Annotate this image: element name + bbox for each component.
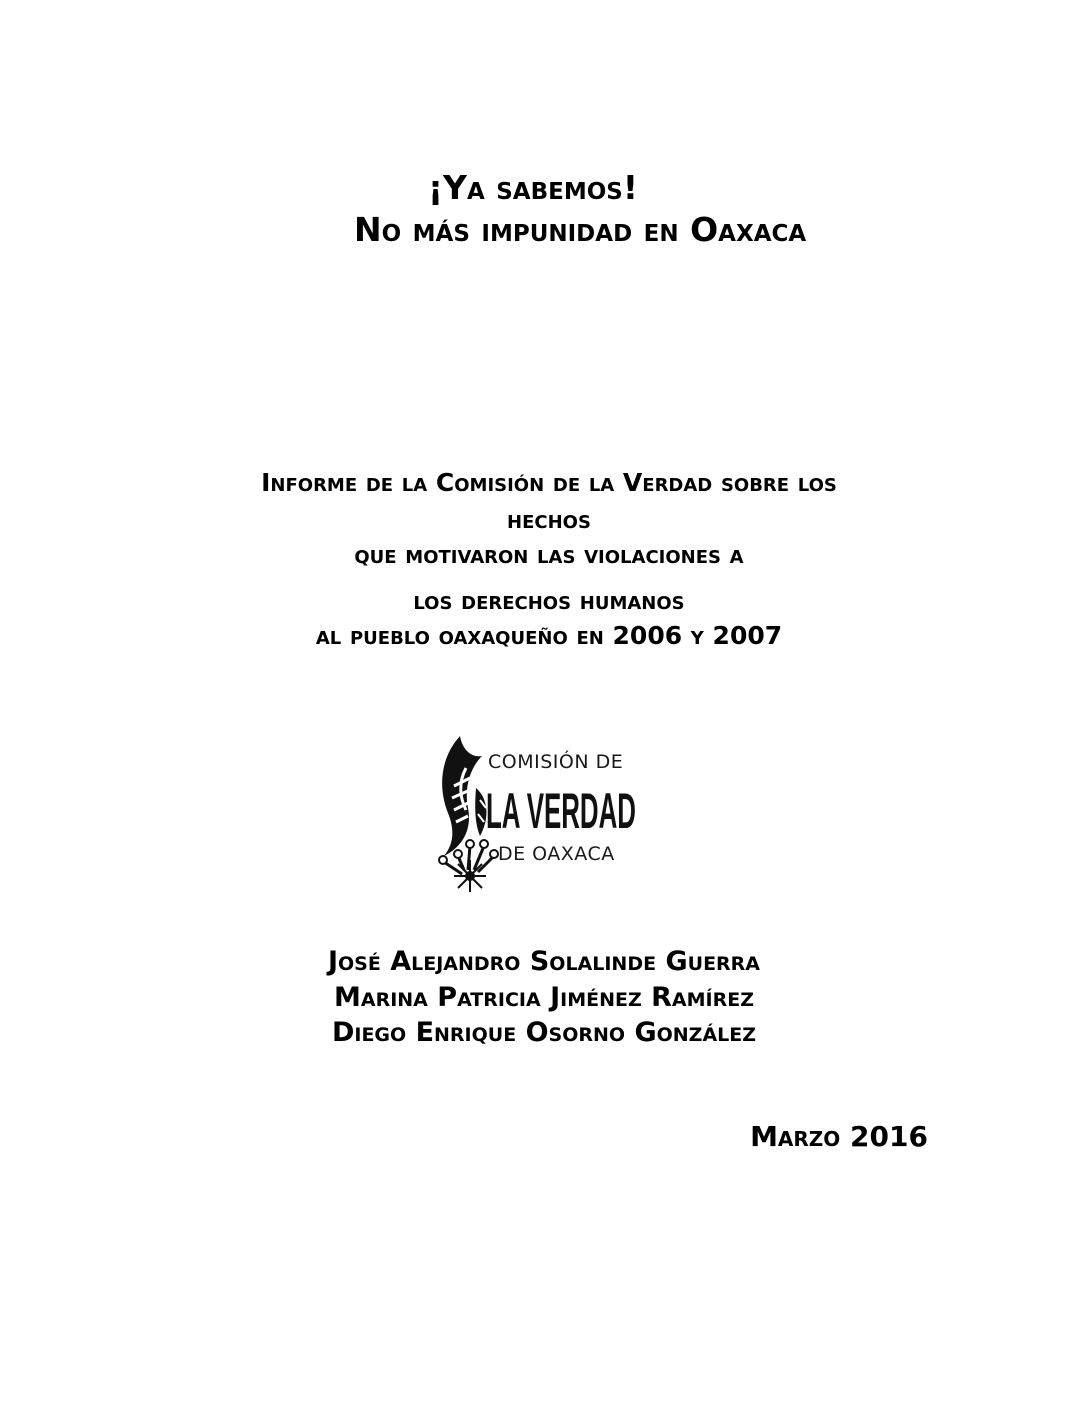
subtitle-line-5: al pueblo oaxaqueño en 2006 y 2007 (315, 621, 783, 650)
subtitle-line-1: Informe de la Comisión de la Verdad sobre los (261, 468, 837, 497)
logo-bottom-text: DE OAXACA (498, 843, 615, 865)
subtitle-line-3: que motivaron las violaciones a (354, 540, 744, 569)
subtitle-line-2: hechos (507, 505, 591, 534)
publication-date: Marzo 2016 (750, 1120, 928, 1153)
main-title-line-1: ¡Ya sabemos! (428, 168, 638, 207)
logo-top-text: COMISIÓN DE (488, 751, 624, 773)
logo-main-text: LA VERDAD (486, 783, 636, 839)
comision-verdad-logo (430, 728, 670, 898)
author-1: José Alejandro Solalinde Guerra (327, 946, 761, 977)
author-3: Diego Enrique Osorno González (331, 1017, 757, 1048)
author-2: Marina Patricia Jiménez Ramírez (334, 982, 754, 1013)
main-title-line-2: No más impunidad en Oaxaca (354, 210, 807, 249)
subtitle-line-4: los derechos humanos (413, 586, 685, 615)
